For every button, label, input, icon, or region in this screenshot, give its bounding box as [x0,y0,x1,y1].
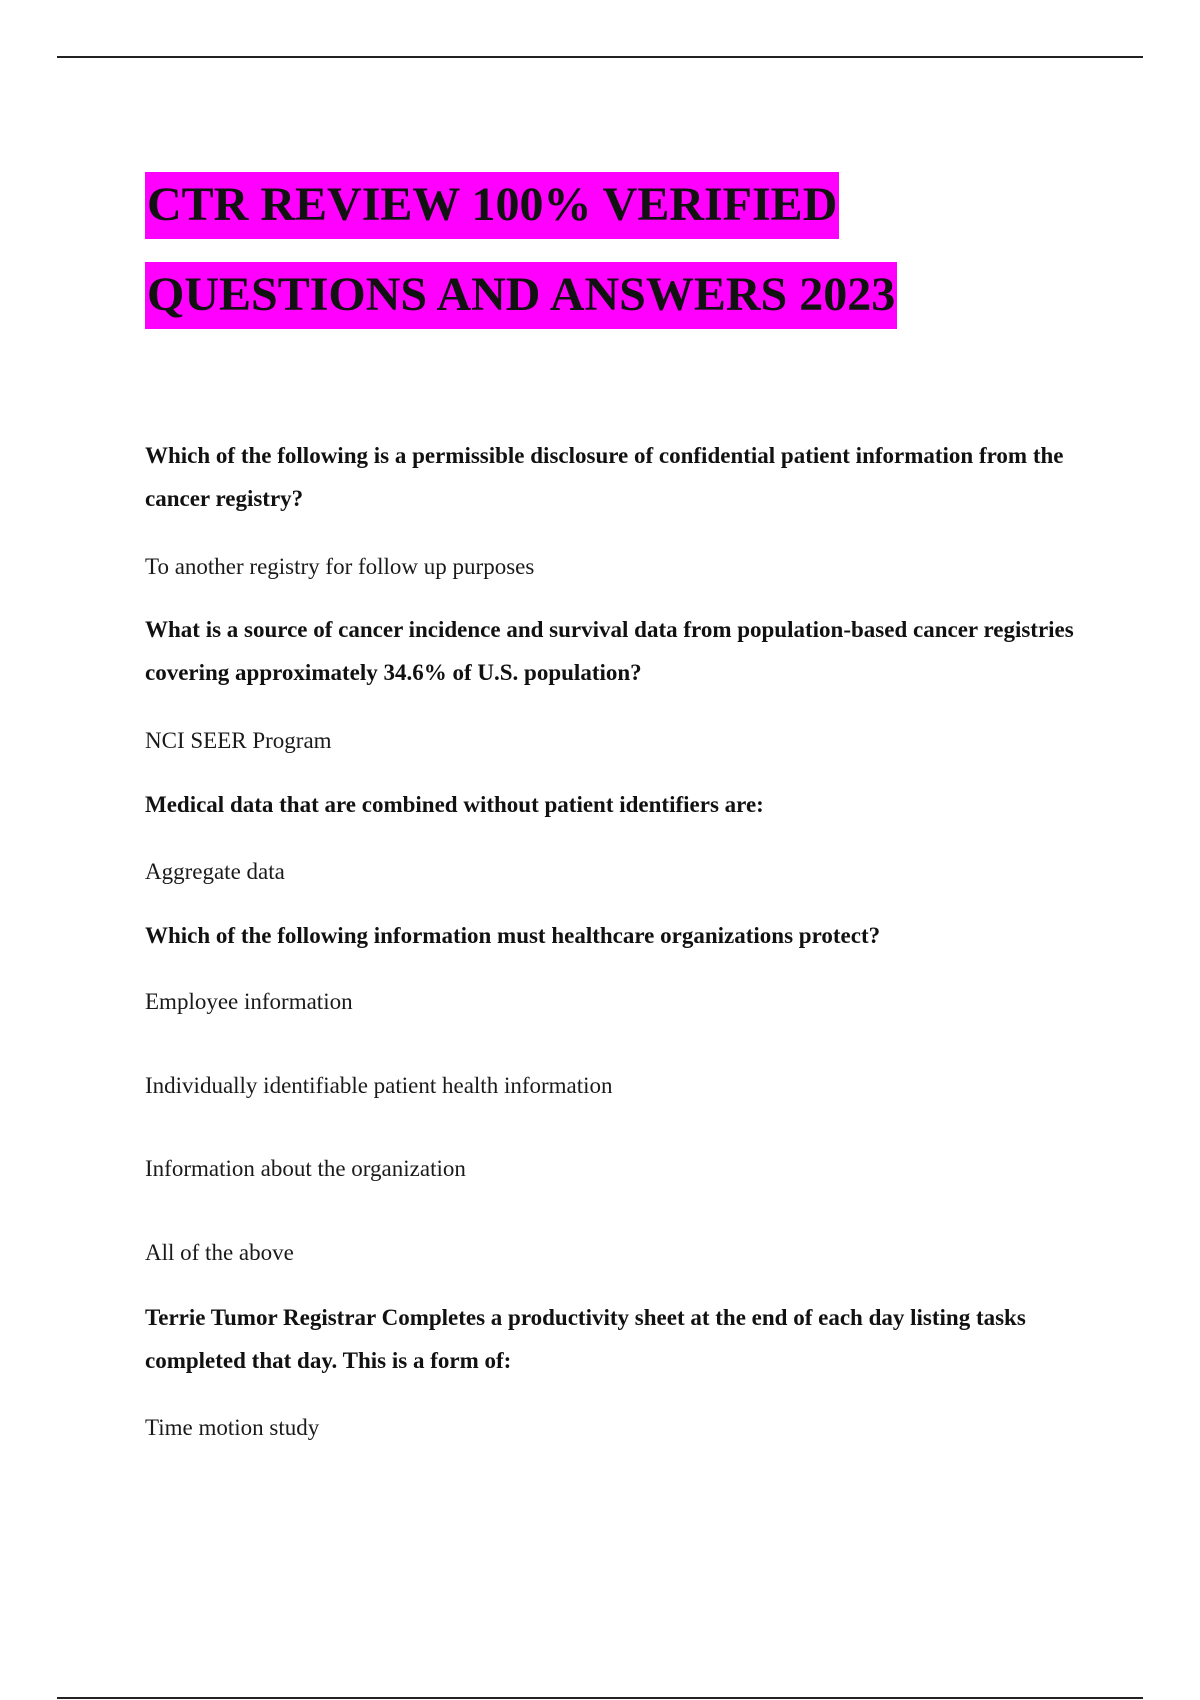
document-title [145,160,897,340]
top-rule [57,56,1143,58]
question-3: Medical data that are combined without patient identifiers are: [145,792,764,817]
answer-4-option-4: All of the above [145,1240,294,1265]
answer-4-option-1: Employee information [145,989,353,1014]
question-2: What is a source of cancer incidence and survival data from population-based cancer registries covering approximately 34.6% of U.S. population? [145,617,1074,685]
title-line-1: CTR REVIEW 100% VERIFIED [145,172,839,239]
question-5: Terrie Tumor Registrar Completes a productivity sheet at the end of each day listing tasks completed that day. This is a form of: [145,1305,1026,1373]
answer-1: To another registry for follow up purposes [145,554,535,579]
title-line-2: QUESTIONS AND ANSWERS 2023 [145,262,897,329]
answer-4-option-2: Individually identifiable patient health information [145,1073,613,1098]
answer-3: Aggregate data [145,859,285,884]
question-1: Which of the following is a permissible disclosure of confidential patient information from the cancer registry? [145,443,1064,511]
answer-5: Time motion study [145,1415,320,1440]
question-4: Which of the following information must healthcare organizations protect? [145,923,881,948]
bottom-rule [57,1697,1143,1699]
answer-2: NCI SEER Program [145,728,332,753]
answer-4-option-3: Information about the organization [145,1156,466,1181]
